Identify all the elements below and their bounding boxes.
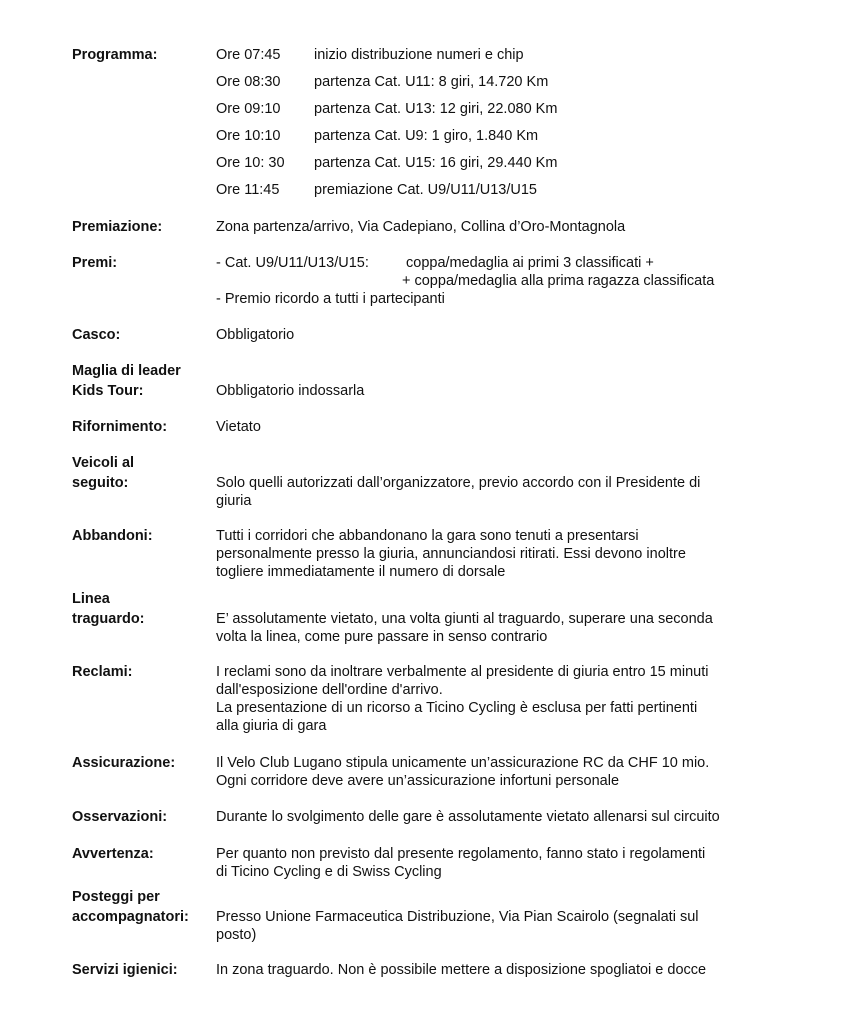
label-osservazioni: Osservazioni: xyxy=(72,809,168,825)
programma-item: Ore 10: 30 partenza Cat. U15: 16 giri, 29.440 Km xyxy=(216,155,558,171)
label-maglia-2: Kids Tour: xyxy=(72,383,144,399)
label-maglia-1: Maglia di leader xyxy=(72,363,181,379)
label-veicoli-2: seguito: xyxy=(72,475,129,491)
label-posteggi-2: accompagnatori: xyxy=(72,909,189,925)
posteggi-value: Presso Unione Farmaceutica Distribuzione, Via Pian Scairolo (segnalati sul posto) xyxy=(216,909,699,943)
veicoli-value: Solo quelli autorizzati dall’organizzatore, previo accordo con il Presidente di giuria xyxy=(216,475,701,509)
osservazioni-value: Durante lo svolgimento delle gare è assolutamente vietato allenarsi sul circuito xyxy=(216,809,720,825)
rifornimento-value: Vietato xyxy=(216,419,261,435)
programma-item: Ore 09:10 partenza Cat. U13: 12 giri, 22.080 Km xyxy=(216,101,558,117)
label-assicurazione: Assicurazione: xyxy=(72,755,176,771)
label-reclami: Reclami: xyxy=(72,664,133,680)
servizi-value: In zona traguardo. Non è possibile mettere a disposizione spogliatoi e docce xyxy=(216,962,707,978)
programma-item: Ore 08:30 partenza Cat. U11: 8 giri, 14.720 Km xyxy=(216,74,549,90)
maglia-value: Obbligatorio indossarla xyxy=(216,383,365,399)
label-veicoli-1: Veicoli al xyxy=(72,455,135,471)
label-abbandoni: Abbandoni: xyxy=(72,528,153,544)
premi-value: - Cat. U9/U11/U13/U15: coppa/medaglia ai primi 3 classificati + + coppa/medaglia alla prima ragazza classificata - Premio ricordo a tutti i partecipanti xyxy=(216,255,715,307)
reclami-value: I reclami sono da inoltrare verbalmente al presidente di giuria entro 15 minuti dall'esposizione dell'ordine d'arrivo. La presentazione di un ricorso a Ticino Cycling è esclusa per fatti pertinenti alla giuria di gara xyxy=(216,664,709,734)
programma-item: Ore 07:45 inizio distribuzione numeri e chip xyxy=(216,47,524,63)
label-casco: Casco: xyxy=(72,327,121,343)
linea-value: E’ assolutamente vietato, una volta giunti al traguardo, superare una seconda volta la linea, come pure passare in senso contrario xyxy=(216,611,713,645)
avvertenza-value: Per quanto non previsto dal presente regolamento, fanno stato i regolamenti di Ticino Cycling e di Swiss Cycling xyxy=(216,846,706,880)
label-avvertenza: Avvertenza: xyxy=(72,846,154,862)
programma-list xyxy=(216,46,557,208)
label-rifornimento: Rifornimento: xyxy=(72,419,168,435)
label-posteggi-1: Posteggi per xyxy=(72,889,160,905)
label-programma: Programma: xyxy=(72,47,158,63)
label-linea-2: traguardo: xyxy=(72,611,145,627)
casco-value: Obbligatorio xyxy=(216,327,295,343)
label-premiazione: Premiazione: xyxy=(72,219,163,235)
label-servizi: Servizi igienici: xyxy=(72,962,178,978)
programma-item: Ore 10:10 partenza Cat. U9: 1 giro, 1.840 Km xyxy=(216,128,539,144)
label-premi: Premi: xyxy=(72,255,118,271)
programma-item: Ore 11:45 premiazione Cat. U9/U11/U13/U15 xyxy=(216,182,537,198)
assicurazione-value: Il Velo Club Lugano stipula unicamente un’assicurazione RC da CHF 10 mio. Ogni corridore deve avere un’assicurazione infortuni personale xyxy=(216,755,710,789)
abbandoni-value: Tutti i corridori che abbandonano la gara sono tenuti a presentarsi personalmente presso la giuria, annunciandosi ritirati. Essi devono inoltre togliere immediatamente il numero di dorsale xyxy=(216,528,686,580)
label-linea-1: Linea xyxy=(72,591,110,607)
premiazione-value: Zona partenza/arrivo, Via Cadepiano, Collina d’Oro-Montagnola xyxy=(216,219,626,235)
